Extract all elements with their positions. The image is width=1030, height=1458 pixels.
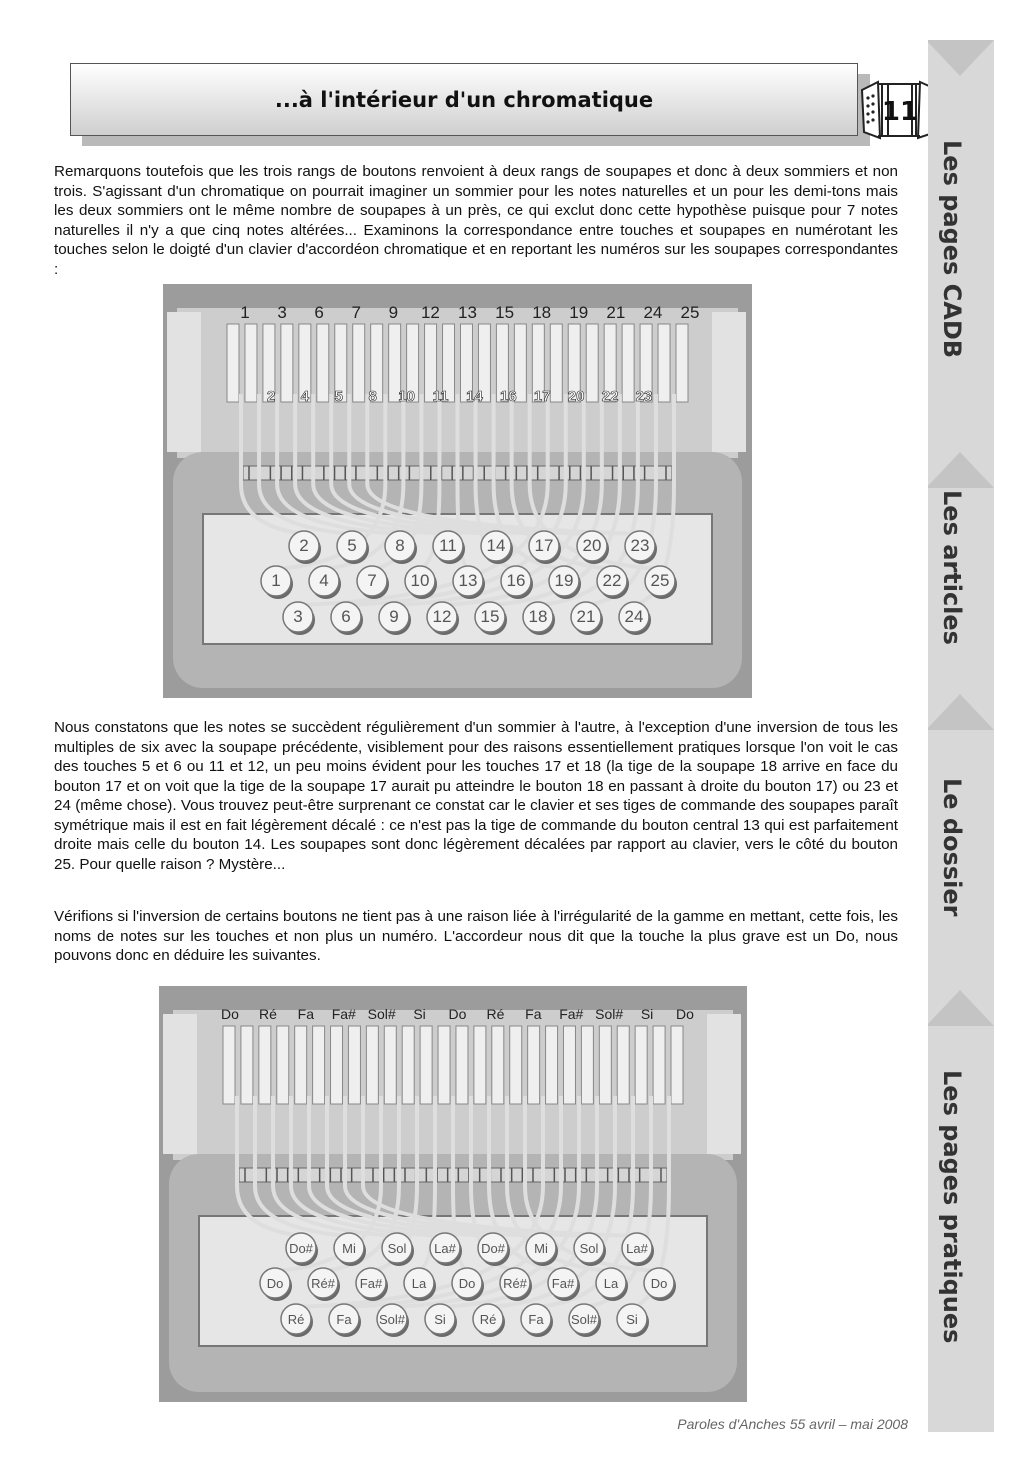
valve-lever [366, 1026, 378, 1104]
valve-lever [676, 324, 688, 402]
valve-lever [581, 1026, 593, 1104]
key-button-label: Ré [479, 1312, 497, 1327]
key-button-label: Fa# [359, 1276, 383, 1291]
top-valve-label: 25 [680, 303, 700, 322]
top-valve-label: 21 [606, 303, 626, 322]
top-valve-label: Fa [525, 1006, 542, 1022]
key-button-label: Si [434, 1312, 446, 1327]
key-button-label: 18 [528, 607, 548, 626]
valve-lever [384, 1026, 396, 1104]
valve-lever [277, 1026, 289, 1104]
key-button-label: 21 [576, 607, 596, 626]
key-button-label: Mi [342, 1241, 356, 1256]
top-valve-label: Ré [258, 1006, 277, 1022]
key-button-label: 20 [582, 536, 602, 555]
key-button-label: Sol [387, 1241, 407, 1256]
paragraph-analysis: Nous constatons que les notes se succèdent régulièrement d'un sommier à l'autre, à l'exception d'une inversion de tous les multiples de six avec la soupape précédente, visiblement pour des raisons essentiellement pratiques lorsque l'on voit le cas des touches 5 et 6 ou 11 et 12, un peu moins évident pour les touches 17 et 18 (la tige de la soupape 18 arrive en face du bouton 17 et on voit que la tige de la soupape 17 aurait pu atteindre le bouton 18 en passant à droite du bouton 17) ou 23 et 24 (même chose). Vous trouvez peut-être surprenant ce constat car le clavier et ses tiges de commande des soupapes paraît symétrique mais il est en fait légèrement décalé : ce n'est pas la tige de commande du bouton central 13 qui est parfaitement droite mais celle du bouton 14. Les soupapes sont donc légèrement décalées par rapport au clavier, vers le côté du bouton 25. Pour quelle raison ? Mystère... [54, 719, 898, 873]
key-button-label: La# [626, 1241, 648, 1256]
key-button-label: Ré# [503, 1276, 527, 1291]
valve-lever [528, 1026, 540, 1104]
footer-issue: Paroles d'Anches 55 avril – mai 2008 [677, 1416, 908, 1432]
valve-lever [259, 1026, 271, 1104]
sidebar-item-dossier[interactable]: Le dossier [938, 778, 966, 917]
lower-valve-label: 8 [368, 388, 377, 405]
side-block-left [167, 312, 201, 452]
key-button-label: Sol# [570, 1312, 598, 1327]
valve-lever [492, 1026, 504, 1104]
top-valve-label: 6 [314, 303, 324, 322]
key-button-label: 2 [299, 536, 309, 555]
key-button-label: Do# [481, 1241, 505, 1256]
key-button-label: Mi [534, 1241, 548, 1256]
sidebar-divider [928, 40, 994, 76]
sidebar-item-pages-cadb[interactable]: Les pages CADB [938, 140, 966, 359]
top-valve-label: Si [640, 1006, 654, 1022]
valve-lever [223, 1026, 235, 1104]
key-button-label: 22 [602, 571, 622, 590]
top-valve-label: Sol# [595, 1006, 624, 1022]
top-valve-label: 1 [240, 303, 250, 322]
key-button-label: 1 [271, 571, 281, 590]
valve-lever [317, 324, 329, 402]
sidebar-item-articles[interactable]: Les articles [938, 490, 966, 645]
key-button-label: Sol [579, 1241, 599, 1256]
valve-lever [658, 324, 670, 402]
top-valve-label: 7 [351, 303, 361, 322]
valve-lever [635, 1026, 647, 1104]
top-valve-label: Ré [486, 1006, 505, 1022]
key-button-label: 13 [458, 571, 478, 590]
top-valve-label: 9 [388, 303, 399, 322]
key-button-label: 14 [486, 536, 506, 555]
sidebar-divider [928, 990, 994, 1026]
valve-lever [546, 1026, 558, 1104]
lower-valve-label: 11 [432, 388, 449, 405]
top-valve-label: 15 [495, 303, 515, 322]
key-button-label: Ré# [311, 1276, 335, 1291]
valve-lever [599, 1026, 611, 1104]
top-valve-label: Sol# [367, 1006, 396, 1022]
key-button-label: 7 [367, 571, 377, 590]
top-valve-label: 19 [569, 303, 589, 322]
key-button-label: Do# [289, 1241, 313, 1256]
side-block-left [163, 1014, 197, 1154]
sidebar-divider [928, 452, 994, 488]
key-button-label: La [411, 1276, 427, 1291]
key-button-label: 15 [480, 607, 500, 626]
paragraph-intro: Remarquons toutefois que les trois rangs de boutons renvoient à deux rangs de soupapes et donc à deux sommiers et non trois. S'agissant d'un chromatique on pourrait imaginer un sommier pour les notes naturelles et un pour les demi-tons mais les deux sommiers ont le même nombre de soupapes à un près, ce qui exclut donc cette hypothèse puisque pour 7 notes naturelles il n'y a que cinq notes altérées... Examinons la correspondance entre touches et soupapes en numérotant les touches selon le doigté d'un clavier d'accordéon chromatique et en reportant les numéros sur les soupapes correspondantes : [54, 163, 898, 278]
valve-lever [245, 324, 257, 402]
key-button-label: La# [434, 1241, 456, 1256]
top-valve-label: Do [448, 1006, 467, 1022]
sidebar-divider [928, 694, 994, 730]
key-button-label: Si [626, 1312, 638, 1327]
lower-valve-label: 17 [533, 388, 551, 405]
top-valve-label: 18 [532, 303, 552, 322]
valve-lever [281, 324, 293, 402]
top-valve-label: 13 [458, 303, 477, 322]
key-button-label: 12 [432, 607, 452, 626]
keyboard-photo-2 [159, 986, 747, 1402]
lower-valve-label: 23 [635, 388, 653, 405]
lower-valve-label: 14 [466, 388, 483, 405]
valve-lever [227, 324, 239, 402]
valve-lever [438, 1026, 450, 1104]
key-button-label: Fa# [551, 1276, 575, 1291]
valve-lever [474, 1026, 486, 1104]
key-button-label: 16 [506, 571, 526, 590]
key-button-label: 4 [319, 571, 329, 590]
side-block-right [712, 312, 746, 452]
valve-lever [313, 1026, 325, 1104]
valve-lever [353, 324, 365, 402]
key-button-label: 24 [624, 607, 644, 626]
valve-lever [563, 1026, 575, 1104]
valve-lever [653, 1026, 665, 1104]
valve-lever [456, 1026, 468, 1104]
top-valve-label: 24 [643, 303, 663, 322]
lower-valve-label: 2 [266, 388, 276, 405]
key-button-label: Do [266, 1276, 284, 1291]
valve-lever [331, 1026, 343, 1104]
key-button-label: 17 [534, 536, 554, 555]
lower-valve-label: 10 [398, 388, 415, 405]
key-button-label: Ré [287, 1312, 305, 1327]
top-valve-label: Do [221, 1006, 239, 1022]
side-block-right [707, 1014, 741, 1154]
valve-lever [671, 1026, 683, 1104]
key-button-label: Do [458, 1276, 476, 1291]
top-valve-label: 12 [420, 303, 440, 322]
lower-valve-label: 20 [567, 388, 585, 405]
valve-lever [241, 1026, 253, 1104]
valve-lever [420, 1026, 432, 1104]
valve-lever [550, 324, 562, 402]
sidebar-item-pages-pratiques[interactable]: Les pages pratiques [938, 1070, 966, 1344]
lower-valve-label: 16 [500, 388, 517, 405]
photo-numbered-keyboard [163, 284, 752, 698]
key-button-label: 8 [395, 536, 405, 555]
top-valve-label: Fa [297, 1006, 315, 1022]
valve-lever [402, 1026, 414, 1104]
top-valve-label: Do [676, 1006, 694, 1022]
title-banner [70, 63, 858, 136]
top-valve-label: 3 [277, 303, 287, 322]
top-valve-label: Si [413, 1006, 426, 1022]
valve-lever [586, 324, 598, 402]
key-button-label: 9 [389, 607, 399, 626]
valve-lever [617, 1026, 629, 1104]
valve-lever [295, 1026, 307, 1104]
key-button-label: 3 [293, 607, 303, 626]
valve-lever [510, 1026, 522, 1104]
lower-valve-label: 22 [601, 388, 619, 405]
key-button-label: 11 [439, 536, 457, 555]
key-button-label: 5 [347, 536, 357, 555]
key-button-label: Fa [336, 1312, 352, 1327]
page-title: ...à l'intérieur d'un chromatique [274, 87, 654, 112]
lower-valve-label: 4 [300, 388, 310, 405]
key-button-label: Fa [528, 1312, 544, 1327]
valve-lever [622, 324, 634, 402]
key-button-label: 25 [650, 571, 670, 590]
key-button-label: Sol# [378, 1312, 406, 1327]
key-button-label: 19 [554, 571, 574, 590]
sidebar-nav [928, 40, 994, 1432]
page-number: 11 [881, 97, 919, 127]
key-button-label: Do [650, 1276, 668, 1291]
top-valve-label: Fa# [559, 1006, 584, 1022]
lower-valve-label: 5 [334, 388, 343, 405]
keyboard-photo-1 [163, 284, 752, 698]
valve-lever [348, 1026, 360, 1104]
paragraph-notes: Vérifions si l'inversion de certains boutons ne tient pas à une raison liée à l'irrégularité de la gamme en mettant, cette fois, les noms de notes sur les touches et non plus un numéro. L'accordeur nous dit que la touche la plus grave est un Do, nous pouvons donc en déduire les suivantes. [54, 908, 898, 964]
key-button-label: La [603, 1276, 619, 1291]
key-button-label: 6 [341, 607, 351, 626]
photo-note-keyboard [159, 986, 747, 1402]
top-valve-label: Fa# [331, 1006, 356, 1022]
key-button-label: 23 [630, 536, 650, 555]
key-button-label: 10 [410, 571, 430, 590]
